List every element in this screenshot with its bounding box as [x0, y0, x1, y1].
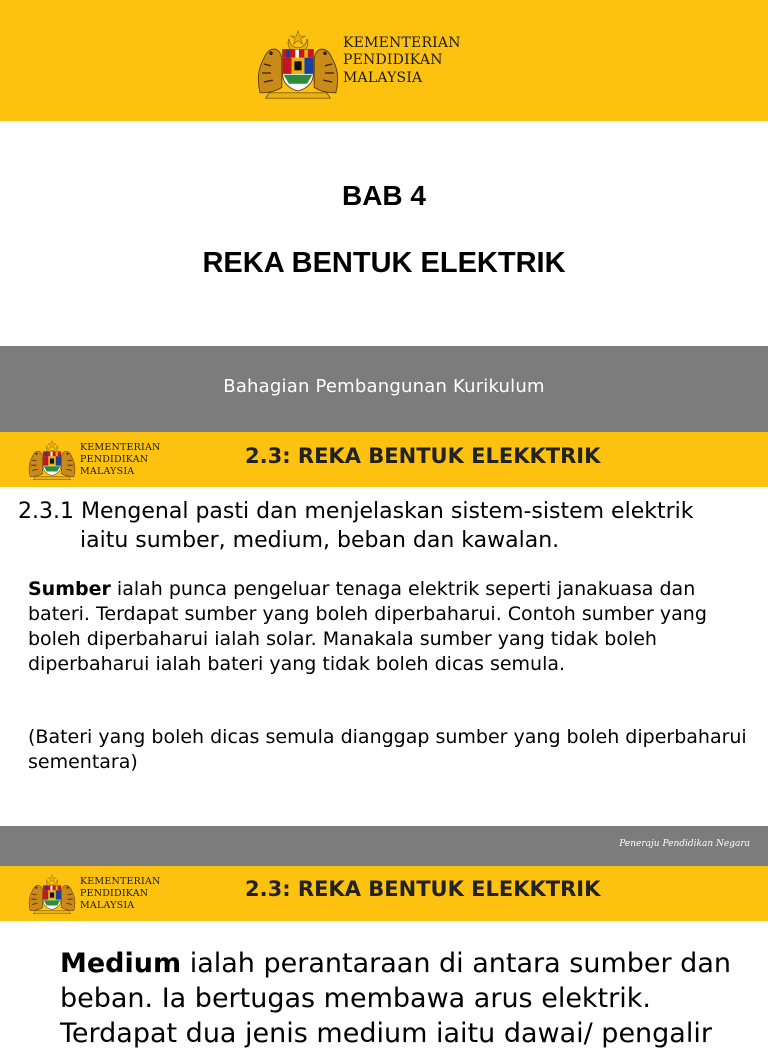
- coat-of-arms-logo: [26, 438, 78, 482]
- ministry-line-2: PENDIDIKAN: [80, 453, 149, 465]
- section-title: 2.3: REKA BENTUK ELEKKTRIK: [245, 444, 601, 468]
- coat-of-arms-logo: [253, 28, 343, 100]
- ministry-line-1: KEMENTERIAN: [343, 35, 461, 51]
- tagline: Peneraju Pendidikan Negara: [619, 839, 750, 849]
- objective-line-1: 2.3.1 Mengenal pasti dan menjelaskan sistem-sistem elektrik: [18, 499, 694, 524]
- ministry-line-2: PENDIDIKAN: [343, 52, 443, 69]
- ministry-line-2: PENDIDIKAN: [80, 887, 149, 899]
- slide-title: REKA BENTUK ELEKTRIK: [202, 247, 566, 279]
- ministry-line-1: KEMENTERIAN: [80, 876, 161, 887]
- ministry-line-3: MALAYSIA: [80, 465, 135, 477]
- definition-term: Sumber: [28, 578, 111, 600]
- footer-division-name: Bahagian Pembangunan Kurikulum: [223, 376, 545, 397]
- learning-objective: [18, 498, 748, 555]
- ministry-line-3: MALAYSIA: [80, 899, 135, 911]
- ministry-name: [343, 35, 461, 87]
- section-title: 2.3: REKA BENTUK ELEKKTRIK: [245, 877, 601, 901]
- chapter-heading: BAB 4: [341, 180, 426, 211]
- ministry-line-3: MALAYSIA: [343, 69, 423, 86]
- ministry-name: [80, 876, 161, 911]
- objective-line-2: iaitu sumber, medium, beban dan kawalan.: [80, 527, 560, 553]
- definition-term: Medium: [60, 948, 182, 979]
- definition-text: ialah punca pengeluar tenaga elektrik seperti janakuasa dan bateri. Terdapat sumber yang boleh diperbaharui. Contoh sumber yang boleh diperbaharui ialah solar. Manakala sumber yang tidak boleh diperbaharui ialah bateri yang tidak boleh dicas semula.: [28, 578, 707, 676]
- ministry-line-1: KEMENTERIAN: [80, 442, 161, 453]
- definition-text: ialah perantaraan di antara sumber dan beban. Ia bertugas membawa arus elektrik. Terdapat dua jenis medium iaitu dawai/ pengalir: [60, 948, 731, 1050]
- definition-paragraph: [28, 577, 748, 677]
- coat-of-arms-logo: [26, 872, 78, 916]
- note-paragraph: (Bateri yang boleh dicas semula dianggap sumber yang boleh diperbaharui sementara): [28, 726, 747, 774]
- ministry-name: [80, 442, 161, 477]
- definition-paragraph: [60, 946, 750, 1051]
